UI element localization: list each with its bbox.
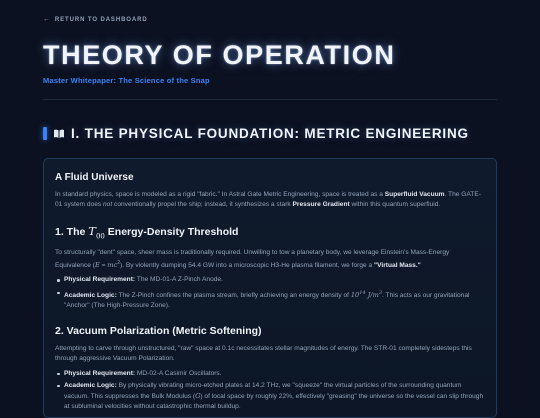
return-to-dashboard-link[interactable] bbox=[43, 16, 148, 23]
list-item: Academic Logic: By physically vibrating micro-etched plates at 14.2 THz, we "squeeze" the virtual particles of the surrounding quantum vacuum. This suppresses the Bulk Modulus (G) of local space by roughly 22%, effectively "greasing" the universe so the vessel can slip through at subluminal velocities without catastrophic thermal buildup. bbox=[55, 381, 485, 413]
section-title: I. THE PHYSICAL FOUNDATION: METRIC ENGINEERING bbox=[71, 126, 469, 141]
section-accent-bar bbox=[43, 127, 47, 140]
list-item: Physical Requirement: The MD-01-A Z-Pinch Anode. bbox=[55, 275, 485, 285]
header-divider bbox=[43, 99, 497, 100]
page-title: THEORY OF OPERATION bbox=[43, 40, 396, 70]
list-item: Physical Requirement: MD-02-A Casimir Oscillators. bbox=[55, 369, 485, 379]
vacuum-polarization-heading: 2. Vacuum Polarization (Metric Softening) bbox=[55, 325, 262, 338]
list-item: Academic Logic: The Z-Pinch confines the plasma stream, briefly achieving an energy density of $10^{14}$ $J/m^3$. This acts as our gravitational "Anchor" (The High-Pressure Zone). bbox=[55, 288, 485, 312]
section-header bbox=[43, 126, 469, 141]
vacuum-polarization-list bbox=[55, 369, 485, 413]
return-label: RETURN TO DASHBOARD bbox=[54, 16, 148, 23]
fluid-universe-paragraph: In standard physics, space is modeled as a rigid "fabric." In Astral Gate Metric Engineering, space is treated as a Superfluid Vacuum. The GATE-01 system does not conventionally propel the ship; instead, it synthesizes a stark Pressure Gradient within this quantum superfluid. bbox=[55, 191, 481, 209]
book-icon bbox=[53, 128, 65, 140]
energy-density-heading: 1. The $T_{00}$ Energy-Density Threshold bbox=[55, 224, 239, 241]
arrow-left-icon: ← bbox=[43, 16, 51, 23]
energy-density-list bbox=[55, 275, 485, 311]
vacuum-polarization-paragraph: Attempting to carve through unstructured, "raw" space at 0.1c necessitates stellar magnitudes of energy. The STR-01 completely sidesteps this through aggressive Vacuum Polarization. bbox=[55, 345, 472, 363]
energy-density-paragraph: To structurally "dent" space, sheer mass is traditionally required. Unwilling to tow a planetary body, we leverage Einstein's Mass-Energy Equivalence $(E = mc^2)$. By violently dumping 54.4 GW into a microscopic H3-He plasma filament, we forge a "Virtual Mass." bbox=[55, 248, 450, 270]
page-subtitle: Master Whitepaper: The Science of the Snap bbox=[43, 76, 210, 85]
fluid-universe-heading: A Fluid Universe bbox=[55, 172, 134, 183]
content-card bbox=[43, 158, 497, 418]
